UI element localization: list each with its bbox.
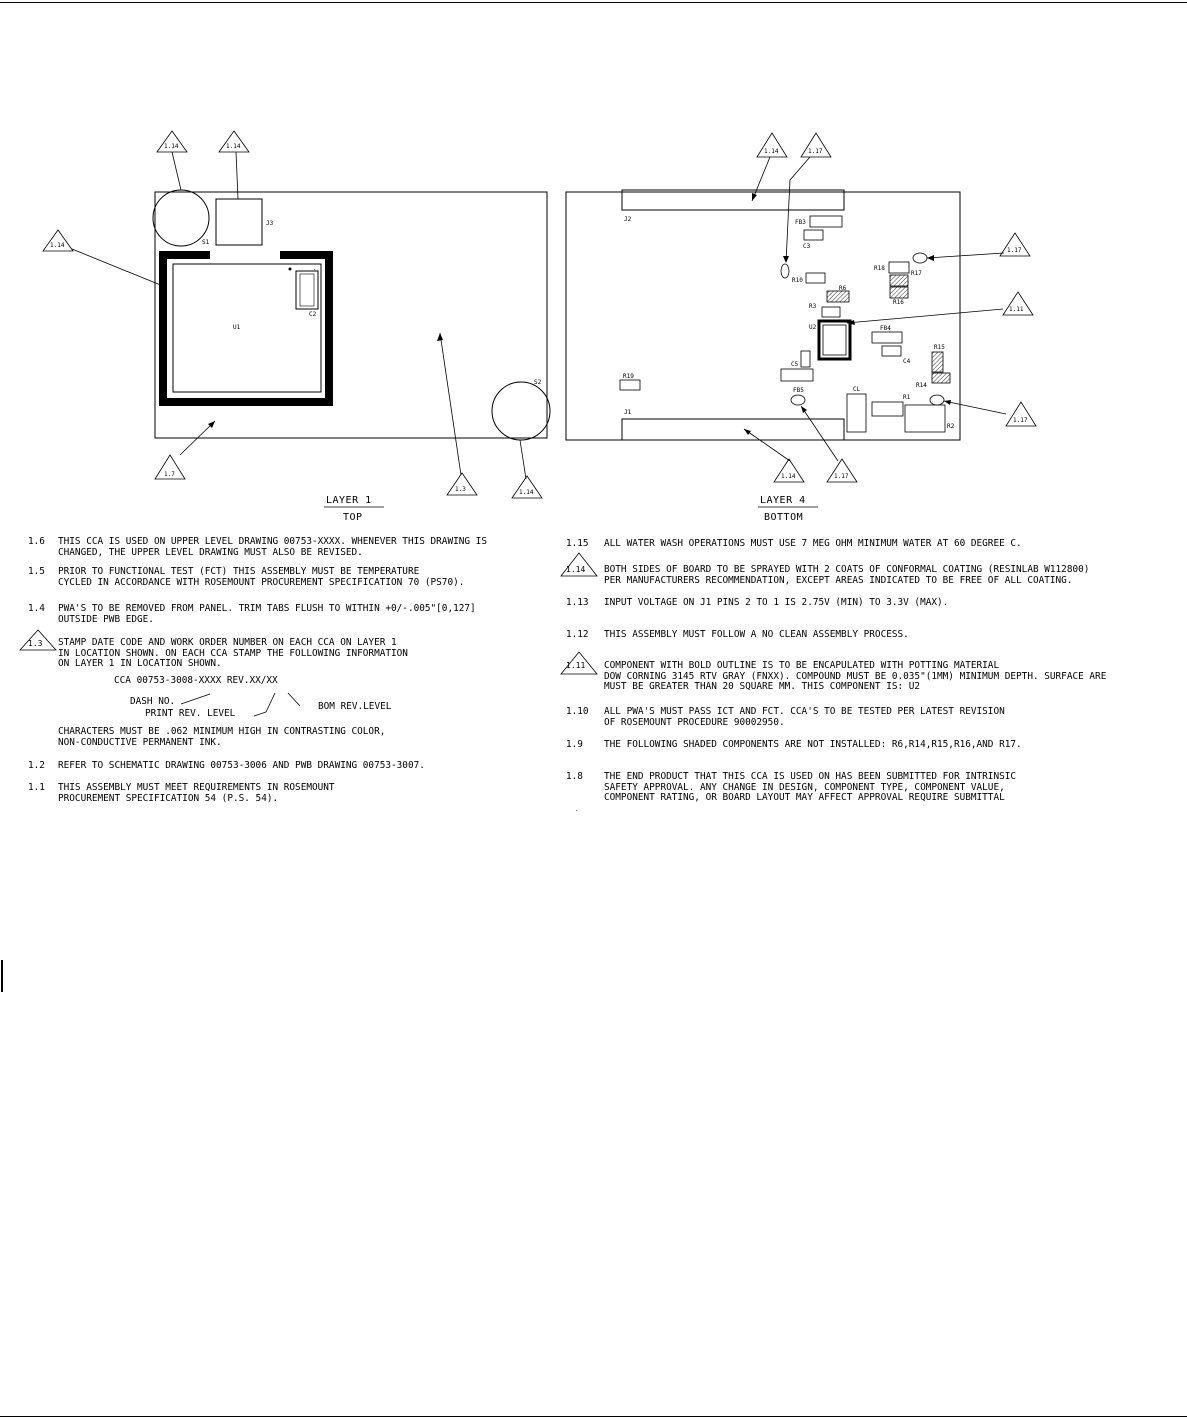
callout-1-14-d (512, 476, 542, 498)
s1-label: S1 (202, 239, 210, 246)
c5-label: C5 (791, 361, 799, 368)
stamp-characters: CHARACTERS MUST BE .062 MINIMUM HIGH IN CONTRASTING COLOR, NON-CONDUCTIVE PERMANENT INK. (58, 726, 386, 748)
note-1-5: 1.5 PRIOR TO FUNCTIONAL TEST (FCT) THIS ASSEMBLY MUST BE TEMPERATURE CYCLED IN ACCORDANCE WITH ROSEMOUNT PROCUREMENT SPECIFICATION 70 (PS70). (28, 566, 465, 588)
bottom-layer-view (566, 133, 1036, 523)
bottom-border-line (0, 1416, 1187, 1417)
note-1-10: 1.10 ALL PWA'S MUST PASS ICT AND FCT. CCA'S TO BE TESTED PER LATEST REVISION OF ROSEMOUNT PROCEDURE 90002950. (566, 706, 1005, 728)
callout-1-17-d (827, 459, 857, 482)
r3-component (822, 307, 840, 317)
c3-label: C3 (803, 243, 811, 250)
note-1-15: 1.15 ALL WATER WASH OPERATIONS MUST USE 7 MEG OHM MINIMUM WATER AT 60 DEGREE C. (566, 538, 1022, 549)
s2-component (492, 382, 550, 440)
cl-component (847, 394, 866, 432)
callout-1-7 (155, 455, 185, 479)
r15-component (932, 352, 943, 372)
svg-text:1.14: 1.14 (50, 242, 65, 249)
j2-label: J2 (624, 216, 632, 223)
r3-label: R3 (809, 303, 817, 310)
j1-label: J1 (624, 409, 632, 416)
s2-label: S2 (534, 379, 542, 386)
c3-component (804, 230, 823, 240)
bottom-layer-title: LAYER 4 (760, 495, 806, 506)
callout-1-14-e (757, 133, 787, 157)
c4-component (882, 346, 901, 356)
c2-component (296, 271, 318, 309)
fb4-label: FB4 (880, 325, 891, 332)
callout-1-14-a (157, 131, 187, 152)
callout-1-14-c (43, 230, 73, 251)
svg-text:1.14: 1.14 (781, 473, 796, 480)
note-1-2: 1.2 REFER TO SCHEMATIC DRAWING 00753-3006 AND PWB DRAWING 00753-3007. (28, 760, 425, 771)
top-layer-title: LAYER 1 (326, 495, 372, 506)
r10-component (806, 273, 825, 283)
u1-bold-outline (163, 255, 329, 402)
top-layer-view (43, 131, 550, 523)
margin-mark (1, 960, 3, 992)
svg-text:1.17: 1.17 (1007, 247, 1022, 254)
r6-label: R6 (839, 285, 847, 292)
svg-text:1.17: 1.17 (808, 148, 823, 155)
stamp-format: CCA 00753-3008-XXXX REV.XX/XX (114, 675, 278, 686)
svg-text:1.3: 1.3 (455, 486, 466, 493)
u2-component (819, 321, 850, 359)
r10-label: R10 (792, 277, 803, 284)
r18-component (889, 262, 909, 273)
fb4-component (872, 332, 902, 343)
svg-text:1.17: 1.17 (1013, 417, 1028, 424)
stamp-dash-label: DASH NO. (130, 696, 176, 707)
svg-text:1.14: 1.14 (764, 148, 779, 155)
note-1-8: 1.8 THE END PRODUCT THAT THIS CCA IS USED ON HAS BEEN SUBMITTED FOR INTRINSIC SAFETY APPROVAL. ANY CHANGE IN DESIGN, COMPONENT TYPE, COMPONENT VALUE, COMPONENT RATING, OR BOARD LAYOUT MAY AFFECT APPROVAL REQUIRE SUBMITTAL (566, 772, 1017, 804)
callout-1-17-a (801, 133, 831, 157)
j3-label: J3 (266, 220, 274, 227)
note-1-6: 1.6 THIS CCA IS USED ON UPPER LEVEL DRAWING 00753-XXXX. WHENEVER THIS DRAWING IS CHANGED, THE UPPER LEVEL DRAWING MUST ALSO BE REVISED. (28, 536, 487, 558)
svg-text:1.17: 1.17 (834, 473, 849, 480)
r17-label: R17 (911, 270, 922, 277)
callout-1-11 (1003, 292, 1033, 315)
j1-component (622, 419, 844, 440)
u1-label: U1 (233, 324, 241, 331)
note-1-14: 1.14 BOTH SIDES OF BOARD TO BE SPRAYED WITH 2 COATS OF CONFORMAL COATING (RESINLAB W112800) PER MANUFACTURERS RECOMMENDATION, EXCEPT AREAS INDICATED TO BE FREE OF ALL COATING. (566, 564, 1090, 586)
r19-label: R19 (623, 373, 634, 380)
r14-label: R14 (916, 382, 927, 389)
fb5-label: FB5 (793, 387, 804, 394)
c5-component (801, 351, 810, 367)
r18-label: R18 (874, 265, 885, 272)
fb3-component (810, 216, 842, 227)
c4-label: C4 (903, 358, 911, 365)
note-1-11: 1.11 COMPONENT WITH BOLD OUTLINE IS TO BE ENCAPULATED WITH POTTING MATERIAL DOW CORNING 3145 RTV GRAY (FNXX). COMPOUND MUST BE 0.035"(1MM) MINIMUM DEPTH. SURFACE ARE MUST BE GREATER THAN 20 SQUARE MM. THIS COMPONENT IS: U2 (566, 660, 1107, 693)
s1-component (153, 190, 209, 246)
r15-label: R15 (934, 344, 945, 351)
r6-component (827, 291, 849, 302)
r16-label: R16 (893, 299, 904, 306)
svg-text:.: . (313, 265, 317, 272)
svg-text:1.14: 1.14 (164, 143, 179, 150)
note-1-12: 1.12 THIS ASSEMBLY MUST FOLLOW A NO CLEAN ASSEMBLY PROCESS. (566, 629, 909, 640)
u1-component (173, 264, 321, 392)
svg-text:.: . (575, 806, 579, 813)
c2-label: C2 (309, 311, 317, 318)
note-1-1: 1.1 THIS ASSEMBLY MUST MEET REQUIREMENTS IN ROSEMOUNT PROCUREMENT SPECIFICATION 54 (P.S. 54). (28, 782, 335, 804)
j2-component (622, 190, 844, 210)
svg-text:1.14: 1.14 (519, 489, 534, 496)
r19-component (620, 380, 640, 390)
note-1-4: 1.4 PWA'S TO BE REMOVED FROM PANEL. TRIM TABS FLUSH TO WITHIN +0/-.005"[0,127] OUTSIDE PWB EDGE. (28, 603, 476, 625)
r2-label: R2 (947, 423, 955, 430)
callout-1-3 (447, 473, 477, 495)
svg-text:1.14: 1.14 (226, 143, 241, 150)
u2-label: U2 (809, 324, 817, 331)
svg-text:1.11: 1.11 (1009, 306, 1024, 313)
j3-component (216, 199, 262, 245)
r16-component (890, 287, 908, 298)
r14-component (932, 373, 950, 383)
note-1-9: 1.9 THE FOLLOWING SHADED COMPONENTS ARE NOT INSTALLED: R6,R14,R15,R16,AND R17. (566, 739, 1022, 750)
note-1-13: 1.13 INPUT VOLTAGE ON J1 PINS 2 TO 1 IS 2.75V (MIN) TO 3.3V (MAX). (566, 597, 949, 608)
fb3-label: FB3 (795, 219, 806, 226)
note-1-3: 1.3 STAMP DATE CODE AND WORK ORDER NUMBER ON EACH CCA ON LAYER 1 IN LOCATION SHOWN. ON EACH CCA STAMP THE FOLLOWING INFORMATION ON LAYER 1 IN LOCATION SHOWN. (28, 637, 408, 670)
cl-label: CL (853, 386, 861, 393)
bottom-board-outline (566, 192, 960, 440)
callout-1-17-c (1006, 402, 1036, 426)
r1-component (872, 402, 903, 416)
svg-text:1.7: 1.7 (164, 471, 175, 478)
r2-component (905, 405, 945, 432)
r1-label: R1 (903, 394, 911, 401)
top-layer-subtitle: TOP (343, 512, 363, 523)
stamp-print-rev-label: PRINT REV. LEVEL (145, 708, 236, 719)
callout-1-14-f (774, 459, 804, 482)
callout-1-17-b (1000, 233, 1030, 256)
stamp-bom-rev-label: BOM REV.LEVEL (318, 701, 392, 712)
callout-1-14-b (219, 131, 249, 152)
bottom-layer-subtitle: BOTTOM (764, 512, 804, 523)
r17-component (890, 275, 908, 286)
